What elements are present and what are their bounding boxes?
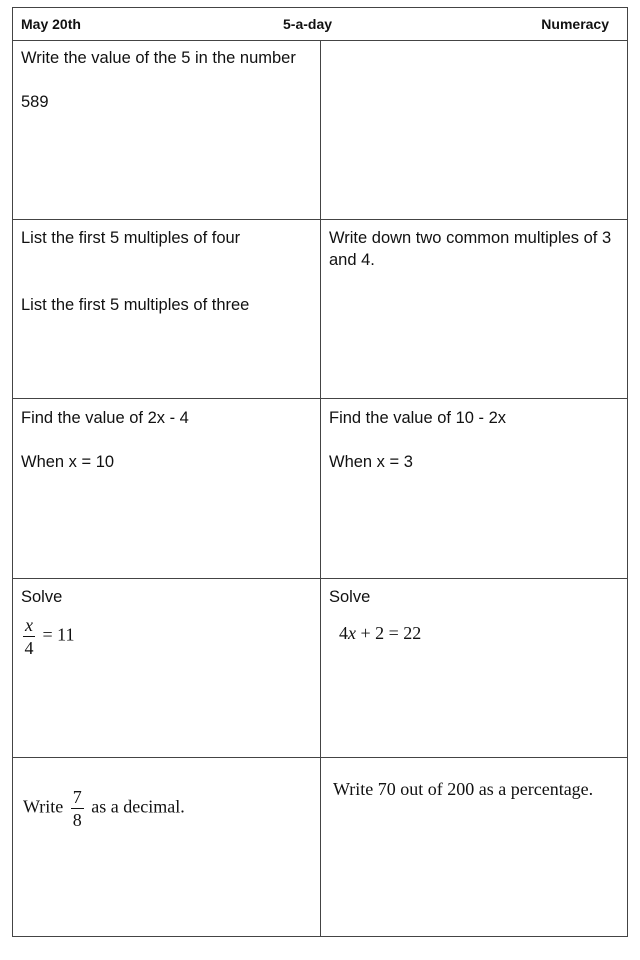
equation [339, 622, 621, 644]
question-fraction-to-decimal [23, 788, 313, 829]
equation-rhs: = 11 [42, 624, 75, 645]
question-place-value [21, 47, 311, 113]
header-date: May 20th [21, 16, 81, 32]
question-solve-linear [329, 586, 621, 644]
question-label: Solve [329, 588, 371, 606]
question-number: 589 [21, 93, 49, 111]
question-common-multiples [329, 227, 621, 271]
question-label: Solve [21, 588, 63, 606]
equation-coefficient: 4 [339, 623, 348, 643]
question-text: Write the value of the 5 in the number [21, 49, 296, 67]
equation-rest: + 2 = 22 [356, 623, 422, 643]
row-divider [13, 578, 627, 579]
column-divider [320, 40, 321, 936]
header-title: 5-a-day [283, 16, 333, 32]
question-text: List the first 5 multiples of four [21, 229, 241, 247]
fraction-numerator: 7 [72, 787, 82, 807]
equation [23, 616, 311, 657]
question-text: Find the value of 2x - 4 [21, 409, 189, 427]
question-text: List the first 5 multiples of three [21, 296, 250, 314]
question-multiples-lists [21, 227, 311, 316]
row-divider [13, 757, 627, 758]
question-text: Write down two common multiples of 3 and 4. [329, 229, 612, 269]
question-text: Find the value of 10 - 2x [329, 409, 507, 427]
question-condition: When x = 3 [329, 453, 413, 471]
question-prefix: Write [23, 796, 64, 817]
equation-variable: x [348, 623, 356, 643]
question-percentage [333, 778, 623, 800]
question-solve-fraction [21, 586, 311, 657]
fraction [23, 616, 35, 657]
header-subject: Numeracy [541, 16, 609, 32]
fraction-numerator: x [25, 615, 33, 635]
fraction-denominator: 8 [72, 810, 82, 830]
fraction-denominator: 4 [24, 638, 34, 658]
row-divider [13, 398, 627, 399]
worksheet-header [13, 8, 627, 41]
question-substitution-1 [21, 407, 311, 473]
row-divider [13, 219, 627, 220]
question-substitution-2 [329, 407, 621, 473]
question-suffix: as a decimal. [91, 796, 185, 817]
question-condition: When x = 10 [21, 453, 115, 471]
question-text: Write 70 out of 200 as a percentage. [333, 779, 594, 799]
fraction [71, 788, 84, 829]
worksheet [12, 7, 628, 937]
